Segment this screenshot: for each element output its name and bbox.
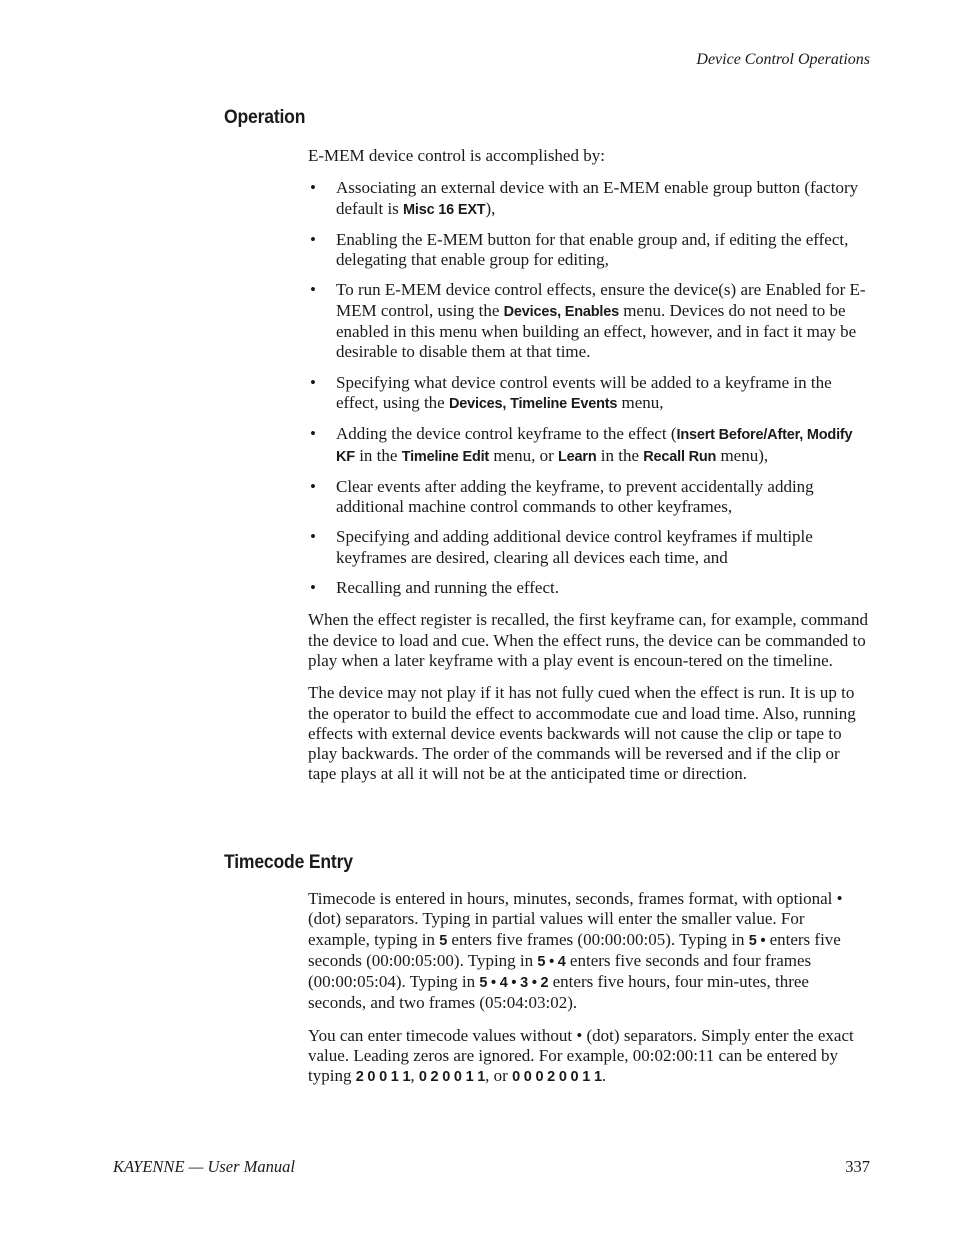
menu-keyword: Insert Before/After — [676, 427, 800, 444]
key-sequence: 5 • 4 • 3 • 2 — [479, 975, 549, 992]
operation-paragraph-1: When the effect register is recalled, the first keyframe can, for example, command the device to load and cue. When the effect runs, the device can be commanded to play when a later keyframe with a play event is encoun-tered on the timeline. — [308, 610, 868, 670]
bullet-icon: • — [310, 372, 316, 392]
list-item: • Clear events after adding the keyframe, to prevent accidentally adding additional machine control commands to other keyframes, — [310, 476, 814, 517]
key-sequence: 5 • 4 — [537, 953, 566, 970]
menu-keyword: Misc 16 EXT — [403, 201, 486, 218]
list-item: • Enabling the E-MEM button for that enable group and, if editing the effect, delegating that enable group for editing, — [310, 229, 849, 270]
bullet-icon: • — [310, 578, 316, 598]
key-sequence: 5 • — [748, 932, 766, 949]
menu-keyword: Timeline Events — [510, 395, 618, 412]
bullet-icon: • — [310, 476, 316, 496]
list-item: • Adding the device control keyframe to the effect (Insert Before/After, Modify KF in the Timeline Edit menu, or Learn in the Recall Run menu), — [310, 424, 853, 465]
list-item: • Specifying what device control events will be added to a keyframe in the effect, using the Devices, Timeline Events menu, — [310, 372, 832, 412]
menu-keyword: Devices — [448, 395, 503, 412]
operation-paragraph-2: The device may not play if it has not fully cued when the effect is run. It is up to the operator to build the effect to accommodate cue and load time. Also, running effects with external device events backwards will not cause the clip or tape to play backwards. The order of the commands will be reversed and if the clip or tape plays at all it will not be at the anticipated time or direction. — [308, 683, 856, 784]
heading-timecode-entry: Timecode Entry — [224, 851, 353, 873]
page-number: 337 — [845, 1157, 870, 1176]
list-item: • Specifying and adding additional device control keyframes if multiple keyframes are desired, clearing all devices each time, and — [310, 527, 813, 567]
heading-operation: Operation — [224, 106, 306, 128]
timecode-body — [308, 889, 868, 1088]
operation-steps-list — [308, 178, 868, 598]
bullet-icon: • — [310, 229, 316, 249]
running-header: Device Control Operations — [696, 51, 870, 68]
key-sequence: 0 2 0 0 1 1 — [418, 1069, 486, 1086]
key-sequence: 2 0 0 1 1 — [355, 1069, 411, 1086]
menu-keyword: Modify KF — [336, 427, 853, 465]
footer-manual-title: KAYENNE — User Manual — [113, 1157, 295, 1176]
list-item: • Associating an external device with an E-MEM enable group button (factory default is Misc 16 EXT), — [310, 178, 859, 218]
operation-body — [308, 146, 868, 785]
bullet-icon: • — [310, 178, 316, 198]
key-sequence: 0 0 0 2 0 0 1 1 — [512, 1069, 602, 1086]
menu-keyword: Enables — [564, 303, 619, 320]
timecode-paragraph-2: You can enter timecode values without • (dot) separators. Simply enter the exact value. Leading zeros are ignored. For example, 00:02:00:11 can be entered by typing 2 0 0 1 1, 0 2 0 0 1 1, or 0 0 0 2 0 0 1 1. — [308, 1025, 854, 1086]
bullet-icon: • — [310, 280, 316, 300]
menu-keyword: Timeline Edit — [401, 448, 490, 465]
menu-keyword: Devices — [503, 303, 558, 320]
bullet-icon: • — [310, 527, 316, 547]
menu-keyword: Recall Run — [643, 448, 717, 465]
key-sequence: 5 — [439, 932, 448, 949]
bullet-icon: • — [310, 424, 316, 444]
operation-intro: E-MEM device control is accomplished by: — [308, 146, 605, 165]
menu-keyword: Learn — [558, 448, 597, 465]
list-item: • Recalling and running the effect. — [310, 578, 559, 598]
list-item: • To run E-MEM device control effects, ensure the device(s) are Enabled for E-MEM control, using the Devices, Enables menu. Devices do not need to be enabled in this menu when building an effect, however, and in fact it may be desirable to disable them at that time. — [310, 280, 866, 362]
timecode-paragraph-1: Timecode is entered in hours, minutes, seconds, frames format, with optional • (dot) separators. Typing in partial values will enter the smaller value. For example, typing in 5 enters five frames (00:00:00:05). Typing in 5 • enters five seconds (00:00:05:00). Typing in 5 • 4 enters five seconds and four frames (00:00:05:04). Typing in 5 • 4 • 3 • 2 enters five hours, four min-utes, three seconds, and two frames (05:04:03:02). — [308, 889, 843, 1013]
